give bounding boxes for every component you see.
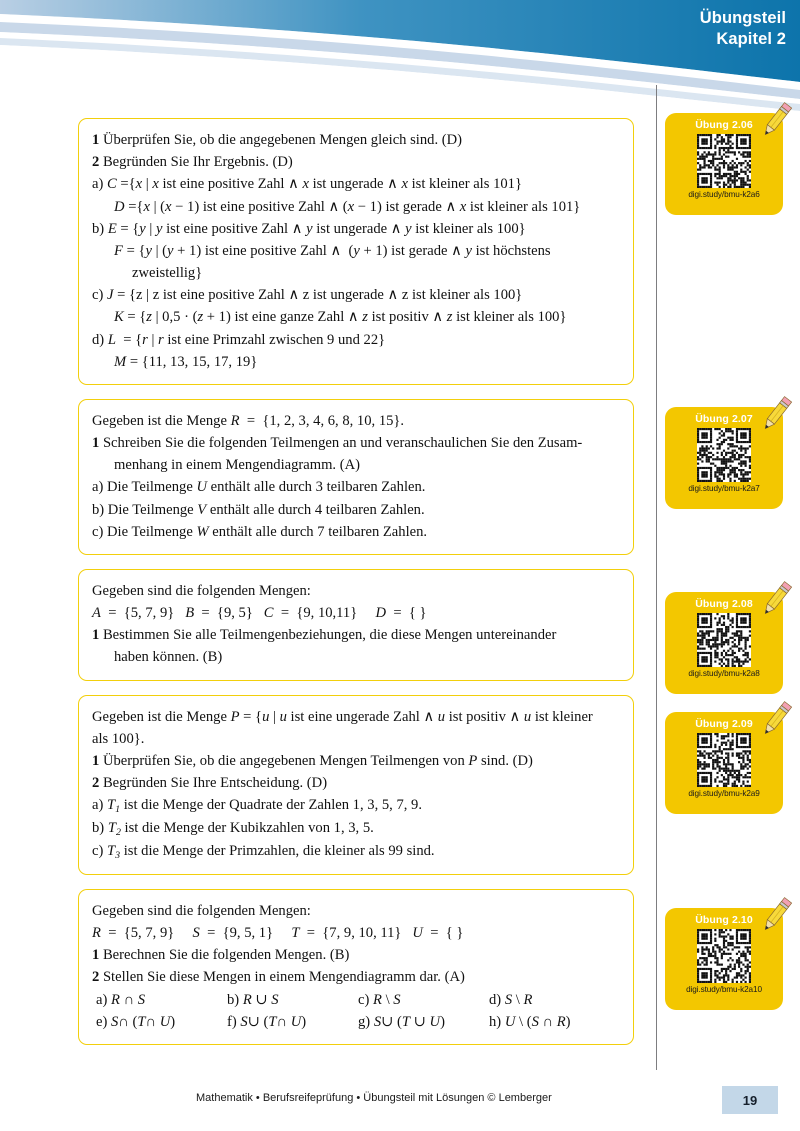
exercise-3 — [78, 569, 634, 681]
qr-card-url[interactable]: digi.study/bmu-k2a9 — [688, 789, 760, 798]
exercise-line: zweistellig} — [132, 265, 203, 282]
exercise-line: 2 Stellen Sie diese Mengen in einem Mengendiagramm dar. (A) — [92, 969, 465, 986]
exercise-line: 1 Überprüfen Sie, ob die angegebenen Mengen gleich sind. (D) — [92, 132, 462, 148]
exercise-line: M = {11, 13, 15, 17, 19} — [114, 353, 258, 370]
qr-card-url[interactable]: digi.study/bmu-k2a10 — [686, 985, 762, 994]
pencil-icon — [753, 696, 799, 742]
qr-card--bung-2-08[interactable] — [665, 592, 783, 694]
pencil-icon — [753, 576, 799, 622]
column-divider — [656, 85, 657, 1070]
page-number-badge: 19 — [722, 1086, 778, 1114]
exercise-4 — [78, 695, 634, 875]
exercise-line: d) L = {r | r ist eine Primzahl zwischen 9 und 22} — [92, 331, 386, 348]
qr-card-url[interactable]: digi.study/bmu-k2a6 — [688, 190, 760, 199]
exercise-line: 2 Begründen Sie Ihr Ergebnis. (D) — [92, 154, 293, 171]
footer-credit: Mathematik • Berufsreifeprüfung • Übungsteil mit Lösungen © Lemberger — [196, 1092, 552, 1104]
exercise-line: D ={x | (x − 1) ist eine positive Zahl ∧ (x − 1) ist gerade ∧ x ist kleiner als 101} — [114, 198, 581, 215]
exercise-1 — [78, 118, 634, 385]
qr-code-icon[interactable] — [697, 428, 751, 482]
exercise-line: c) J = {z | z ist eine positive Zahl ∧ z ist ungerade ∧ z ist kleiner als 100} — [92, 287, 523, 304]
exercise-line: 1 Bestimmen Sie alle Teilmengenbeziehungen, die diese Mengen untereinander — [92, 627, 557, 644]
exercise-option: e) S∩ (T∩ U) — [96, 1013, 176, 1030]
exercise-line: 1 Überprüfen Sie, ob die angegebenen Mengen Teilmengen von P sind. (D) — [92, 752, 533, 769]
qr-code-icon[interactable] — [697, 134, 751, 188]
exercise-option-row — [92, 989, 620, 1011]
pencil-icon — [753, 391, 799, 437]
exercise-line: 2 Begründen Sie Ihre Entscheidung. (D) — [92, 775, 328, 792]
qr-code-icon[interactable] — [697, 929, 751, 983]
exercise-option: f) S∪ (T∩ U) — [227, 1013, 307, 1030]
qr-card--bung-2-06[interactable] — [665, 113, 783, 215]
exercise-option: h) U \ (S ∩ R) — [489, 1013, 571, 1030]
qr-card--bung-2-07[interactable] — [665, 407, 783, 509]
exercise-2 — [78, 399, 634, 555]
qr-card-url[interactable]: digi.study/bmu-k2a8 — [688, 669, 760, 678]
exercise-line: Gegeben sind die folgenden Mengen: — [92, 582, 311, 599]
header-text-group — [700, 8, 786, 50]
exercise-line: 1 Berechnen Sie die folgenden Mengen. (B) — [92, 947, 350, 964]
exercise-line: c) Die Teilmenge W enthält alle durch 7 teilbaren Zahlen. — [92, 523, 428, 540]
qr-code-icon[interactable] — [697, 613, 751, 667]
header-banner-graphic — [0, 0, 800, 112]
exercise-line: a) C ={x | x ist eine positive Zahl ∧ x ist ungerade ∧ x ist kleiner als 101} — [92, 176, 522, 193]
exercise-line: a) $T_1$ ist die Menge der Quadrate der Zahlen 1, 3, 5, 7, 9. — [92, 797, 422, 816]
exercise-option: b) R ∪ S — [227, 991, 279, 1008]
page-footer — [0, 1088, 800, 1118]
exercise-line: b) $T_2$ ist die Menge der Kubikzahlen von 1, 3, 5. — [92, 820, 374, 838]
exercise-line: haben können. (B) — [114, 649, 223, 666]
exercise-line: Gegeben ist die Menge R = {1, 2, 3, 4, 6, 8, 10, 15}. — [92, 412, 405, 429]
exercise-line: b) Die Teilmenge V enthält alle durch 4 teilbaren Zahlen. — [92, 501, 425, 518]
exercise-line: b) E = {y | y ist eine positive Zahl ∧ y ist ungerade ∧ y ist kleiner als 100} — [92, 220, 526, 237]
exercise-line: Gegeben sind die folgenden Mengen: — [92, 902, 311, 919]
qr-card--bung-2-09[interactable] — [665, 712, 783, 814]
pencil-icon — [753, 892, 799, 938]
qr-card-url[interactable]: digi.study/bmu-k2a7 — [688, 484, 760, 493]
exercise-option: c) R \ S — [358, 991, 401, 1008]
qr-code-icon[interactable] — [697, 733, 751, 787]
exercise-column — [78, 118, 634, 1059]
qr-card-title: Übung 2.07 — [695, 413, 753, 425]
pencil-icon — [753, 97, 799, 143]
exercise-option: a) R ∩ S — [96, 991, 146, 1008]
exercise-5 — [78, 889, 634, 1045]
exercise-line: a) Die Teilmenge U enthält alle durch 3 teilbaren Zahlen. — [92, 479, 426, 496]
page-title: Übungsteil — [699, 9, 786, 27]
exercise-option: d) S \ R — [489, 991, 533, 1008]
qr-card--bung-2-10[interactable] — [665, 908, 783, 1010]
page-header — [0, 0, 800, 112]
qr-card-title: Übung 2.09 — [695, 718, 753, 730]
exercise-line: F = {y | (y + 1) ist eine positive Zahl ∧ (y + 1) ist gerade ∧ y ist höchstens — [114, 242, 551, 259]
exercise-line: c) $T_3$ ist die Menge der Primzahlen, die kleiner als 99 sind. — [92, 842, 435, 861]
exercise-line: 1 Schreiben Sie die folgenden Teilmengen an und veranschaulichen Sie den Zusam- — [92, 435, 583, 452]
exercise-option-row — [92, 1011, 620, 1033]
exercise-line: als 100}. — [92, 730, 145, 747]
exercise-line: R = {5, 7, 9} S = {9, 5, 1} T = {7, 9, 10, 11} U = { } — [92, 925, 464, 941]
exercise-line: menhang in einem Mengendiagramm. (A) — [114, 457, 360, 474]
chapter-label: Kapitel 2 — [716, 30, 786, 49]
exercise-line: Gegeben ist die Menge P = {u | u ist eine ungerade Zahl ∧ u ist positiv ∧ u ist kleiner — [92, 708, 593, 725]
exercise-line: A = {5, 7, 9} B = {9, 5} C = {9, 10,11} D = { } — [92, 605, 427, 622]
exercise-option: g) S∪ (T ∪ U) — [358, 1013, 445, 1030]
exercise-line: K = {z | 0,5 · (z + 1) ist eine ganze Zahl ∧ z ist positiv ∧ z ist kleiner als 100} — [114, 309, 567, 326]
qr-card-title: Übung 2.10 — [695, 914, 753, 926]
qr-card-title: Übung 2.08 — [695, 598, 753, 610]
qr-card-title: Übung 2.06 — [695, 119, 753, 131]
